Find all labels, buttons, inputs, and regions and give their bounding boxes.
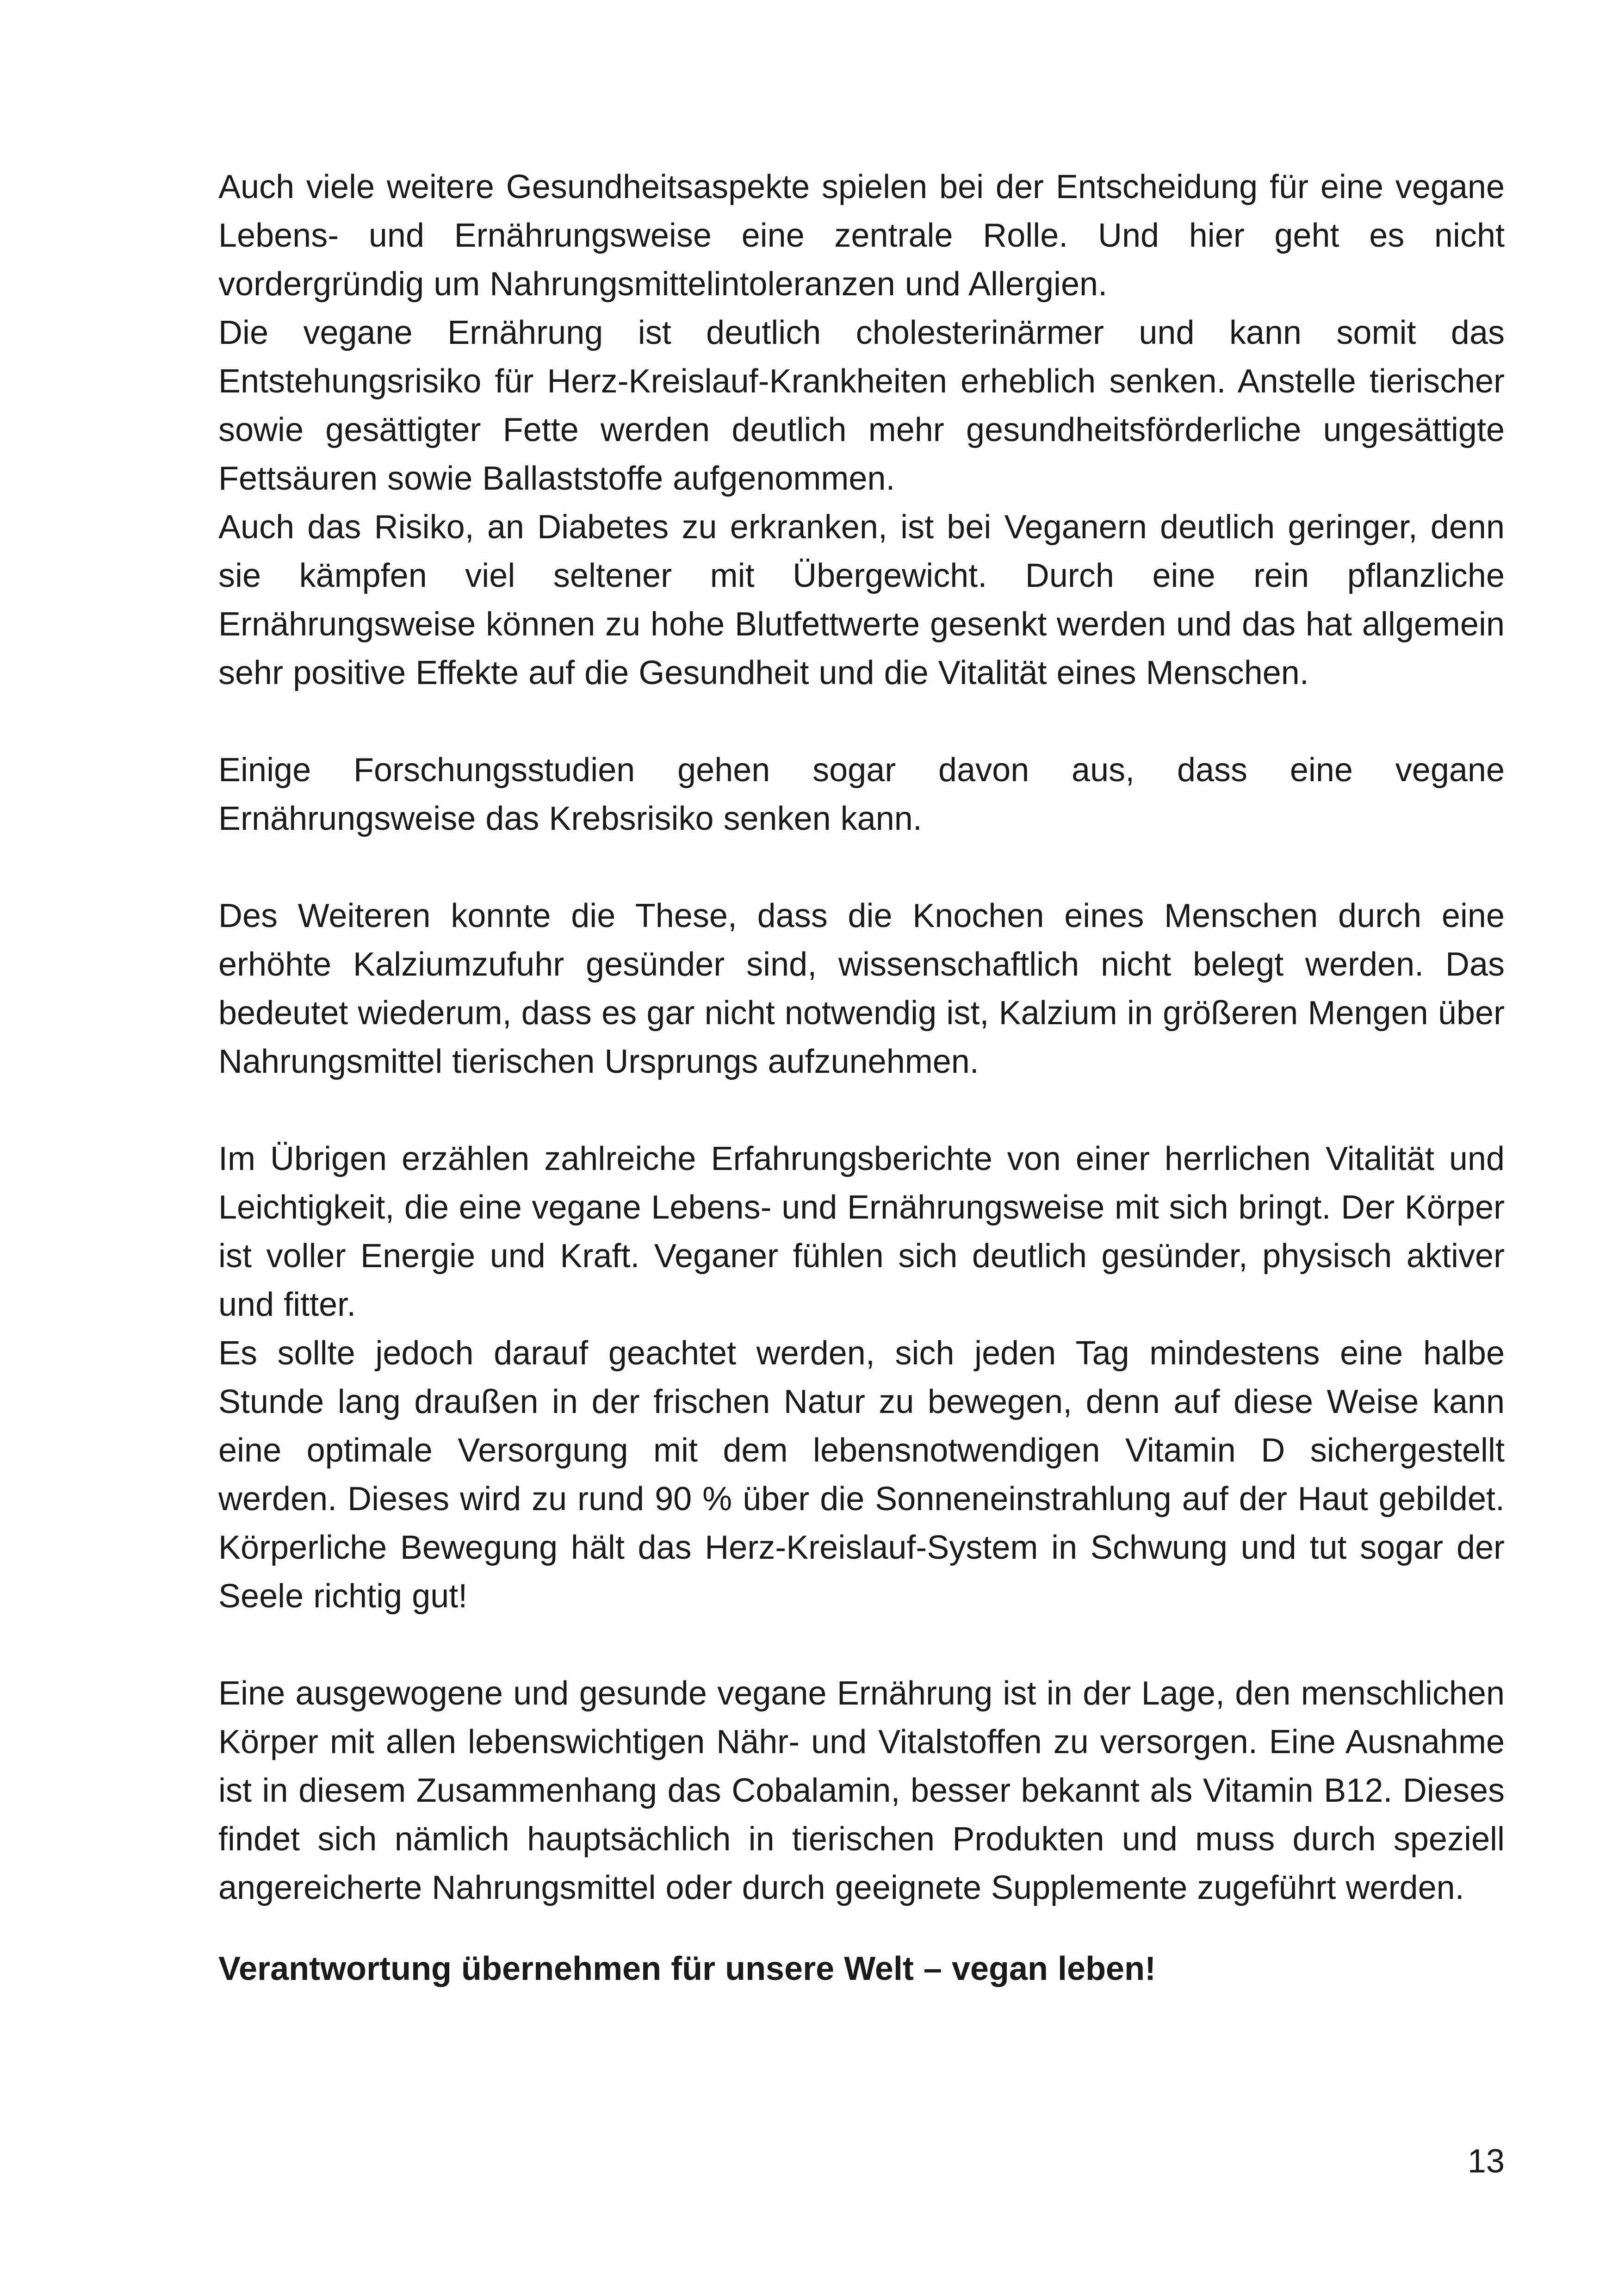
page-number: 13	[1467, 2143, 1505, 2180]
paragraph-vitamin-d: Es sollte jedoch darauf geachtet werden, sich jeden Tag mindestens eine halbe Stunde lang draußen in der frischen Natur zu bewegen, denn auf diese Weise kann eine optimale Versorgung mit dem lebensnotwendigen Vitamin D sichergestellt werden. Dieses wird zu rund 90 % über die Sonneneinstrahlung auf der Haut gebildet. Körperliche Bewegung hält das Herz-Kreislauf-System in Schwung und tut sogar der Seele richtig gut!	[218, 1335, 1505, 1615]
paragraph-health-aspects: Auch viele weitere Gesundheitsaspekte spielen bei der Entscheidung für eine vegane Lebens- und Ernährungsweise eine zentrale Rolle. Und hier geht es nicht vordergründig um Nahrungsmittelintoleranzen und Allergien.	[218, 168, 1505, 303]
paragraph-cancer-risk: Einige Forschungsstudien gehen sogar davon aus, dass eine vegane Ernährungsweise das Krebsrisiko senken kann.	[218, 752, 1505, 837]
body-text	[218, 163, 1505, 1993]
paragraph-vitamin-b12: Eine ausgewogene und gesunde vegane Ernährung ist in der Lage, den menschlichen Körper mit allen lebenswichtigen Nähr- und Vitalstoffen zu versorgen. Eine Ausnahme ist in diesem Zusammenhang das Cobalamin, besser bekannt als Vitamin B12. Dieses findet sich nämlich hauptsächlich in tierischen Produkten und muss durch speziell angereicherte Nahrungsmittel oder durch geeignete Supplemente zugeführt werden.	[218, 1675, 1505, 1906]
paragraph-diabetes: Auch das Risiko, an Diabetes zu erkranken, ist bei Veganern deutlich geringer, denn sie kämpfen viel seltener mit Übergewicht. Durch eine rein pflanzliche Ernährungsweise können zu hohe Blutfettwerte gesenkt werden und das hat allgemein sehr positive Effekte auf die Gesundheit und die Vitalität eines Menschen.	[218, 509, 1505, 691]
paragraph-cholesterol: Die vegane Ernährung ist deutlich cholesterinärmer und kann somit das Entstehungsrisiko für Herz-Kreislauf-Krankheiten erheblich senken. Anstelle tierischer sowie gesättigter Fette werden deutlich mehr gesundheitsförderliche ungesättigte Fettsäuren sowie Ballaststoffe aufgenommen.	[218, 314, 1505, 497]
closing-statement: Verantwortung übernehmen für unsere Welt – vegan leben!	[218, 1950, 1156, 1987]
paragraph-calcium: Des Weiteren konnte die These, dass die Knochen eines Menschen durch eine erhöhte Kalziumzufuhr gesünder sind, wissenschaftlich nicht belegt werden. Das bedeutet wiederum, dass es gar nicht notwendig ist, Kalzium in größeren Mengen über Nahrungsmittel tierischen Ursprungs aufzunehmen.	[218, 897, 1505, 1080]
paragraph-vitality: Im Übrigen erzählen zahlreiche Erfahrungsberichte von einer herrlichen Vitalität und Leichtigkeit, die eine vegane Lebens- und Ernährungsweise mit sich bringt. Der Körper ist voller Energie und Kraft. Veganer fühlen sich deutlich gesünder, physisch aktiver und fitter.	[218, 1140, 1505, 1323]
